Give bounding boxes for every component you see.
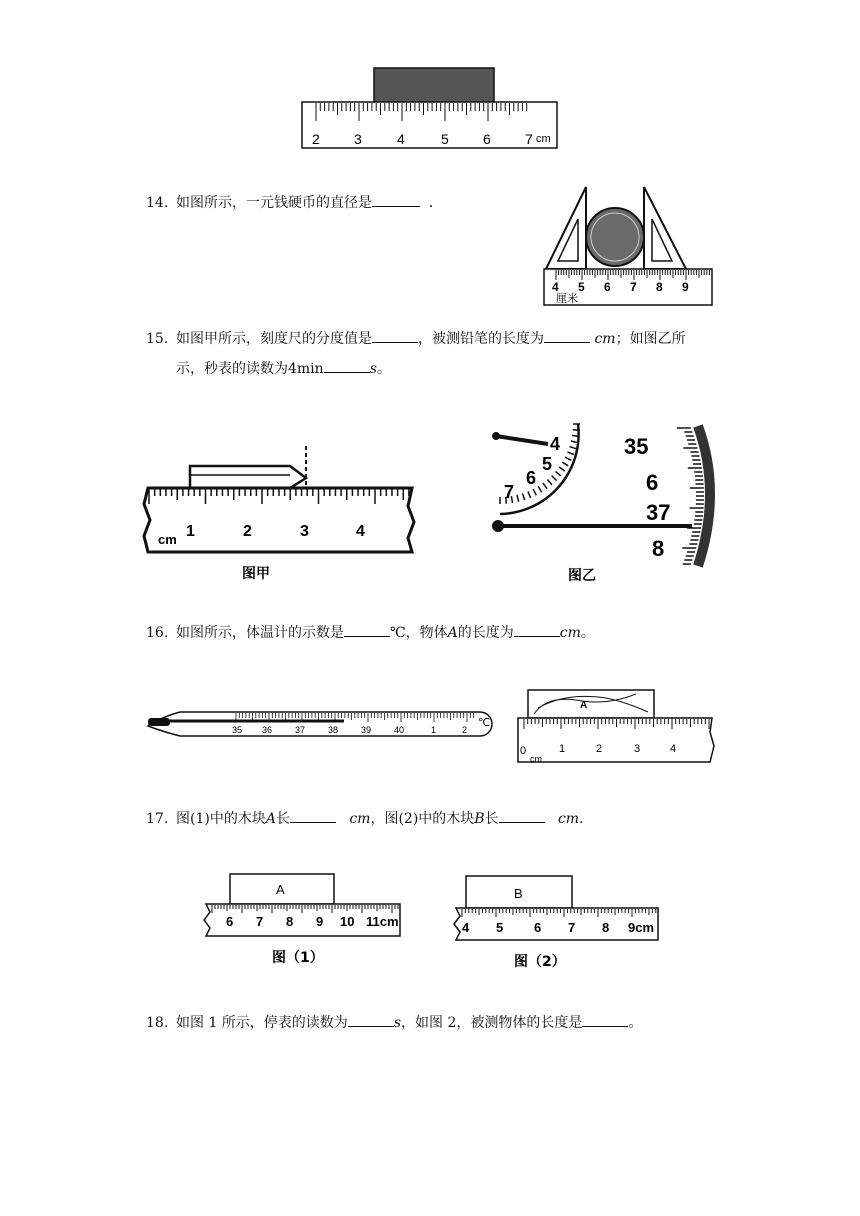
answer-blank[interactable]: [514, 622, 560, 637]
question-number: 18.: [146, 1015, 169, 1031]
scale-label: 1: [431, 725, 437, 735]
dial-tick: [528, 491, 531, 497]
question-text: 如图甲所示，刻度尺的分度值是: [176, 331, 372, 347]
unit: s: [369, 361, 377, 377]
ruler-unit: cm: [530, 754, 542, 764]
ruler-label: 6: [604, 280, 611, 294]
ruler-label: 4: [552, 280, 559, 294]
question-15: [146, 324, 726, 384]
block-b-ruler-figure: [450, 872, 662, 972]
ruler-unit: cm: [158, 532, 177, 547]
ruler-label: 2: [243, 523, 252, 540]
question-14: [146, 188, 443, 218]
ruler-label: 1: [186, 523, 195, 540]
minute-hand: [496, 436, 548, 444]
punct: 。: [628, 1015, 643, 1031]
question-16: [146, 618, 595, 648]
dial-label: 6: [646, 470, 659, 495]
ruler-label: 1: [559, 743, 566, 755]
second-hand-pivot: [492, 520, 504, 532]
scale-label: 39: [361, 725, 372, 735]
punct: ．: [428, 195, 443, 211]
ruler-label: 6: [534, 920, 542, 935]
pencil-ruler-figure: [140, 440, 420, 586]
question-number: 16.: [146, 625, 169, 641]
coin: [586, 208, 644, 266]
triangle-left: [546, 187, 586, 269]
scale-label: 2: [462, 725, 468, 735]
dial-tick: [571, 441, 578, 443]
pencil: [190, 466, 306, 488]
answer-blank[interactable]: [544, 328, 590, 343]
unit: s: [393, 1015, 401, 1031]
dial-tick: [562, 462, 568, 466]
scale-unit: ℃: [478, 717, 491, 729]
dial-tick: [533, 489, 536, 495]
ruler-label: 4: [670, 743, 677, 755]
question-text: ，如图 2，被测物体的长度是: [401, 1015, 583, 1031]
dial-label: 6: [526, 468, 537, 488]
thermometer-figure: [144, 702, 496, 742]
answer-blank[interactable]: [324, 358, 370, 373]
question-text: 如图 1 所示，停表的读数为: [176, 1015, 348, 1031]
question-text: 如图所示，一元钱硬币的直径是: [176, 195, 372, 211]
ruler-body: [144, 488, 414, 552]
answer-blank[interactable]: [348, 1012, 394, 1027]
question-number: 15.: [146, 331, 169, 347]
ruler-label: 4: [356, 523, 365, 540]
ruler-unit: 厘米: [556, 293, 578, 305]
punct: 。: [376, 361, 391, 377]
dial-tick: [556, 471, 561, 476]
dial-label: 5: [542, 454, 553, 474]
dial-tick: [547, 480, 552, 485]
question-text: 长: [275, 811, 290, 827]
ruler-label: 0: [520, 745, 527, 757]
ruler-unit: cm: [536, 133, 551, 145]
ruler-label: 7: [630, 280, 637, 294]
dial-tick: [559, 467, 565, 471]
ruler-label: 11cm: [366, 914, 399, 929]
ruler-label: 5: [441, 131, 449, 147]
ruler-label: 3: [300, 523, 309, 540]
dial-tick: [538, 486, 542, 492]
question-text: 长: [484, 811, 499, 827]
variable: A: [447, 625, 458, 641]
answer-blank[interactable]: [372, 328, 418, 343]
bulb: [148, 718, 170, 726]
dial-tick: [517, 495, 519, 502]
punct: ．: [579, 811, 594, 827]
scale-label: 40: [394, 725, 405, 735]
question-text: 图(1)中的木块: [176, 811, 266, 827]
answer-blank[interactable]: [372, 192, 420, 207]
question-text: 的长度为: [457, 625, 514, 641]
block-label: A: [276, 882, 285, 897]
stopwatch-figure: [486, 422, 722, 590]
dial-tick: [543, 483, 547, 489]
unit: cm: [349, 811, 371, 827]
triangle-right-inner: [652, 219, 672, 261]
ruler-label: 6: [226, 914, 234, 929]
dial-tick: [569, 447, 576, 449]
ruler-label: 7: [256, 914, 264, 929]
ruler-label: 2: [596, 743, 603, 755]
question-number: 17.: [146, 811, 169, 827]
ruler-label: 7: [525, 131, 533, 147]
block-label: B: [514, 886, 523, 901]
ruler-label: 4: [397, 131, 405, 147]
ruler-label: 8: [656, 280, 663, 294]
ruler-label: 9: [682, 280, 689, 294]
answer-blank[interactable]: [582, 1012, 628, 1027]
dial-tick: [573, 430, 580, 431]
ruler-label: 8: [602, 920, 610, 935]
unit: cm: [594, 331, 616, 347]
ruler-label: 9cm: [628, 920, 655, 935]
ruler-body: [302, 102, 557, 148]
dial-tick: [552, 476, 557, 481]
question-18: [146, 1008, 642, 1038]
ruler-label: 5: [578, 280, 585, 294]
ruler-label: 4: [462, 920, 470, 935]
triangle-right: [644, 187, 686, 269]
question-17: [146, 804, 593, 834]
answer-blank[interactable]: [290, 808, 336, 823]
ruler-label: 10: [340, 914, 355, 929]
scale-label: 37: [295, 725, 306, 735]
dial-tick: [523, 493, 525, 500]
dial-label: 7: [504, 482, 515, 502]
scale-label: 35: [232, 725, 243, 735]
variable: A: [265, 811, 276, 827]
answer-blank[interactable]: [344, 622, 390, 637]
measured-block: [374, 68, 494, 104]
question-text: 示，秒表的读数为4min: [176, 361, 324, 377]
minute-hand-end: [492, 432, 500, 440]
dial-tick: [565, 457, 571, 460]
figure-caption: 图（2）: [514, 954, 566, 970]
figure-caption: 图甲: [242, 566, 270, 582]
scale-label: 36: [262, 725, 273, 735]
ruler-label: 2: [312, 131, 320, 147]
block-a-figure: [516, 686, 716, 766]
dial-label: 35: [624, 434, 649, 459]
block-label: A: [580, 700, 588, 711]
ruler-label: 6: [483, 131, 491, 147]
unit: cm: [559, 625, 581, 641]
ruler-label: 8: [286, 914, 294, 929]
ruler-figure-top: [300, 66, 562, 152]
dial-tick: [567, 452, 573, 455]
figure-caption: 图（1）: [272, 950, 324, 966]
ruler-label: 7: [568, 920, 576, 935]
variable: B: [474, 811, 485, 827]
figure-caption: 图乙: [568, 568, 596, 584]
question-text: ℃，物体: [390, 625, 448, 641]
coin-figure: [540, 185, 718, 310]
question-number: 14.: [146, 195, 169, 211]
question-text: 如图所示，体温计的示数是: [176, 625, 344, 641]
dial-label: 4: [550, 434, 561, 454]
ruler-label: 9: [316, 914, 324, 929]
question-text: ，被测铅笔的长度为: [418, 331, 544, 347]
ruler-label: 3: [634, 743, 641, 755]
block-a-ruler-figure: [200, 870, 404, 970]
scale-label: 38: [328, 725, 339, 735]
unit: cm: [557, 811, 580, 827]
punct: 。: [580, 625, 595, 641]
ruler-label: 5: [496, 920, 504, 935]
dial-label: 8: [652, 536, 665, 561]
ruler-label: 3: [354, 131, 362, 147]
question-text: ；如图乙所: [615, 331, 686, 347]
answer-blank[interactable]: [499, 808, 545, 823]
dial-label: 37: [646, 500, 671, 525]
question-text: ，图(2)中的木块: [370, 811, 475, 827]
